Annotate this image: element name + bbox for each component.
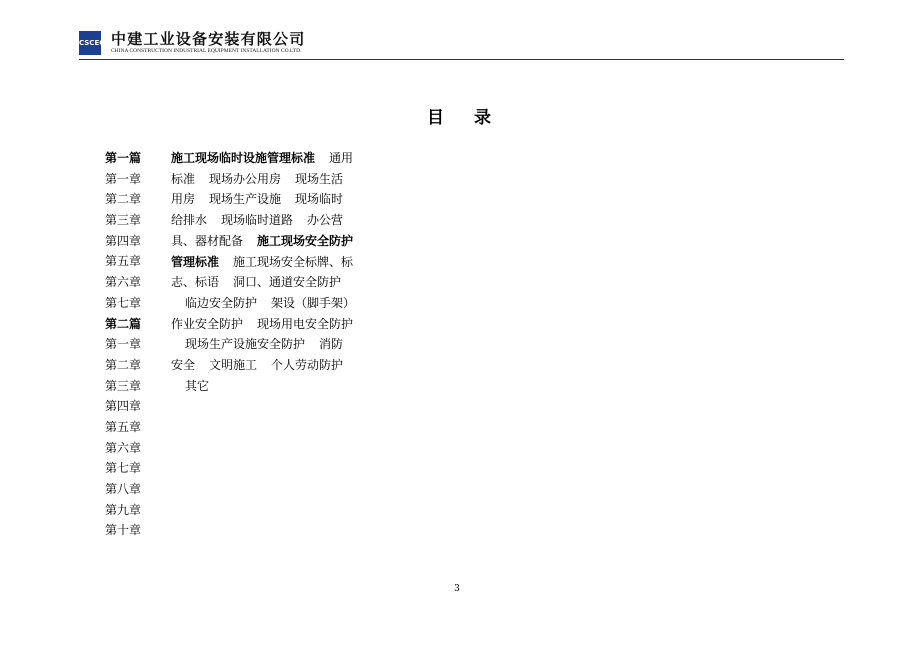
logo-text: CSCEC — [79, 39, 105, 47]
toc-entry: 现场用电安全防护 — [257, 316, 354, 331]
toc-entry: 办公营具、器材配备 — [171, 213, 344, 248]
toc-label: 第二章 — [105, 192, 142, 207]
toc-label: 第六章 — [105, 440, 142, 455]
toc-entry: 现场临时给排水 — [171, 192, 344, 228]
toc-label: 第四章 — [105, 399, 142, 414]
toc-label: 第八章 — [105, 482, 142, 496]
toc-entry: 个人劳动防护 — [271, 358, 344, 373]
toc-label-column — [105, 148, 155, 541]
company-logo — [79, 31, 105, 55]
toc-label: 第一篇 — [105, 151, 142, 165]
toc-label: 第一章 — [105, 171, 142, 186]
toc-label: 第五章 — [105, 254, 142, 269]
toc-label: 第五章 — [105, 419, 142, 434]
toc-label: 第四章 — [105, 233, 142, 248]
toc-label: 第三章 — [105, 378, 142, 393]
toc-entry: 文明施工 — [209, 358, 258, 373]
company-name-cn: 中建工业设备安装有限公司 — [111, 30, 306, 48]
toc-entry: 消防安全 — [171, 337, 344, 373]
toc-entry: 现场办公用房 — [209, 171, 282, 186]
toc-entry: 现场临时道路 — [221, 213, 294, 228]
toc-entry: 现场生活用房 — [171, 171, 344, 207]
toc-label: 第一章 — [105, 337, 142, 352]
toc-title — [0, 103, 920, 128]
toc-label: 第七章 — [105, 461, 142, 476]
toc-entry: 施工现场安全标牌、标志、标语 — [171, 254, 354, 290]
toc-title-char-1: 目 — [427, 108, 446, 128]
page-number: 3 — [454, 584, 460, 594]
toc-entry: 现场生产设施安全防护 — [185, 337, 306, 352]
letterhead — [79, 28, 844, 60]
toc-entry: 现场生产设施 — [209, 192, 282, 207]
toc-entry: 临边安全防护 — [185, 295, 258, 310]
toc-entry: 其它 — [185, 378, 210, 393]
toc-entry-text-block — [171, 148, 355, 396]
toc-label: 第三章 — [105, 213, 142, 228]
toc-label: 第七章 — [105, 295, 142, 310]
company-name-en: CHINA CONSTRUCTION INDUSTRIAL EQUIPMENT INSTALLATION CO.LTD. — [111, 48, 302, 54]
toc-entry: 通用标准 — [171, 151, 354, 186]
toc-title-char-2: 录 — [474, 108, 493, 128]
toc-entry: 施工现场安全防护管理标准 — [171, 233, 354, 269]
toc-label: 第二篇 — [105, 316, 142, 331]
toc-entry: 架设（脚手架）作业安全防护 — [171, 295, 350, 331]
toc-label: 第十章 — [105, 523, 142, 538]
toc-label: 第九章 — [105, 502, 142, 517]
toc-entry: 洞口、通道安全防护 — [233, 275, 342, 290]
header-divider — [79, 59, 844, 60]
toc-label: 第二章 — [105, 357, 142, 372]
toc-entry: 施工现场临时设施管理标准 — [171, 151, 316, 165]
toc-label: 第六章 — [105, 275, 142, 290]
